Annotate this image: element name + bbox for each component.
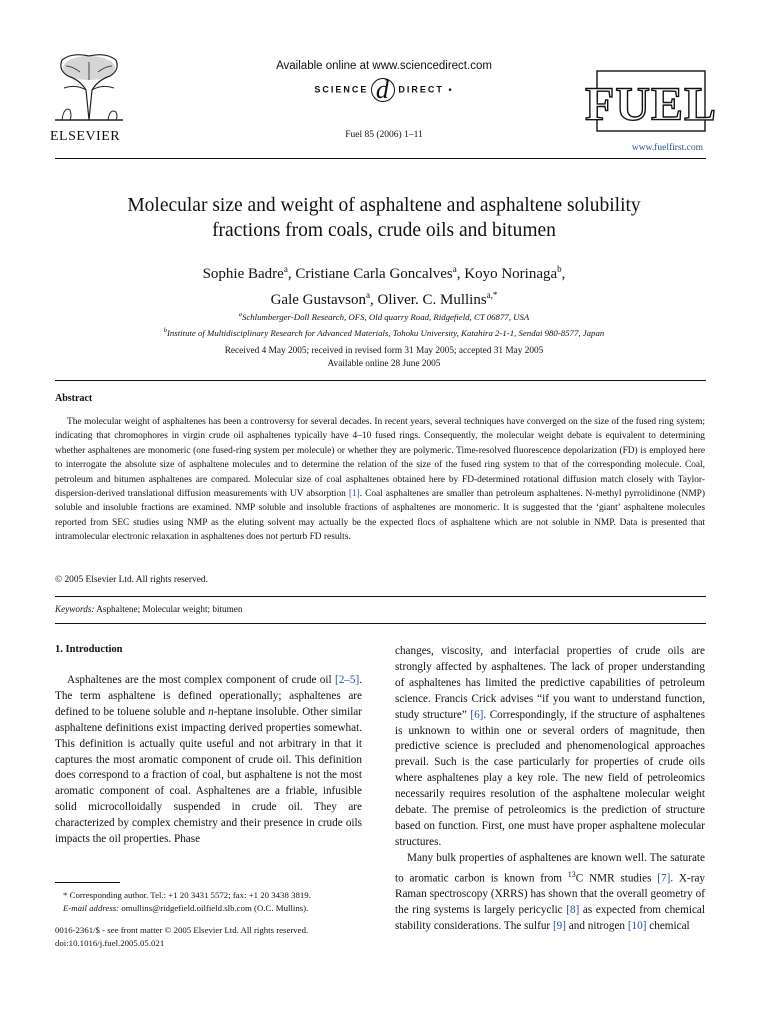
email-address[interactable]: omullins@ridgefield.oilfield.slb.com (O.C. Mullins). [119, 902, 309, 913]
keywords-list: Asphaltene; Molecular weight; bitumen [94, 604, 243, 614]
affil-mark: a [238, 311, 242, 318]
article-dates [40, 345, 728, 371]
author-separator: , [561, 266, 566, 282]
intro-paragraph-right-2 [395, 851, 705, 935]
journal-reference: Fuel 85 (2006) 1–11 [345, 130, 423, 140]
abstract-text-part: . Coal asphaltenes are smaller than petroleum asphaltenes. N-methyl pyrrolidinone (NMP) soluble and insoluble fractions are examined. NMP soluble and insoluble fractions of asphaltenes are monomeric. It is suggested that the ‘giant’ asphaltene molecules reported from SEC studies using NMP as the eluting solvent may actually be the expected flocs of asphaltene which are not soluble in NMP. Data is presented that intramolecular electronic relaxation in asphaltenes does not perturb FD results. [55, 489, 705, 543]
abstract-text-part: The molecular weight of asphaltenes has been a controversy for several decades. In recent years, several techniques have converged on the size of the fused ring system; indicating that chromophores in virgin crude oil asphaltenes typically have 4–10 fused rings. Consequently, the molecular weight debate is equivalent to determining whether asphaltenes are monomeric (one fused-ring system per molecule) or whether they are polymeric. Time-resolved fluorescence depolarization (FD) is employed here to interrogate the absolute size of asphaltene molecules and to determine the relation of the size of the fused ring system to that of the corresponding molecule. Coal, petroleum and bitumen asphaltenes are compared. Molecular size of coal asphaltenes obtained here by FD-determined rotational diffusion match closely with Taylor-dispersion-derived translational diffusion measurements with UV absorption [55, 417, 705, 500]
available-line: Available online 28 June 2005 [327, 359, 441, 369]
intro-paragraph-right-1 [395, 644, 705, 851]
sd-left-word: SCIENCE [314, 84, 369, 95]
body-text: Asphaltenes are the most complex component of crude oil [67, 674, 335, 686]
reference-link[interactable]: [7] [657, 872, 671, 885]
reference-link[interactable]: [9] [552, 920, 566, 933]
title-line-1: Molecular size and weight of asphaltene and asphaltene solubility [127, 195, 641, 216]
footnote-divider [55, 882, 120, 883]
abstract-copyright: © 2005 Elsevier Ltd. All rights reserved. [55, 575, 208, 585]
author-name: , Cristiane Carla Goncalves [287, 266, 453, 282]
svg-text:FUEL: FUEL [584, 78, 718, 131]
email-note [55, 902, 375, 915]
affiliation-b [40, 324, 728, 340]
affil-text: Schlumberger-Doll Research, OFS, Old quarry Road, Ridgefield, CT 06877, USA [241, 311, 530, 322]
keywords-top-divider [55, 596, 706, 597]
doi-line[interactable]: doi:10.1016/j.fuel.2005.05.021 [55, 937, 165, 948]
article-title [60, 193, 708, 243]
affil-sup: a [283, 264, 288, 274]
sd-mark-icon: d [371, 78, 395, 102]
title-line-2: fractions from coals, crude oils and bitumen [212, 220, 556, 241]
affil-mark: b [163, 326, 167, 334]
body-text: as expected from chemical stability considerations. The sulfur [395, 904, 705, 933]
keywords-line [55, 604, 242, 614]
abstract-text [55, 415, 705, 545]
keywords-label: Keywords: [55, 604, 95, 614]
available-online-line[interactable]: Available online at www.sciencedirect.com [276, 60, 492, 72]
affil-sup: a [452, 264, 457, 274]
sd-right-word: DIRECT [398, 84, 444, 95]
corresponding-author-note: * Corresponding author. Tel.: +1 20 3431 5572; fax: +1 20 3438 3819. [63, 890, 311, 900]
intro-column-right [395, 644, 705, 935]
body-text: . The term asphaltene is defined operationally; asphaltenes are defined to be toluene soluble and [55, 674, 362, 718]
author-list [60, 259, 708, 311]
body-text: Many bulk properties of asphaltenes are known well. The saturate to aromatic carbon is known from [395, 851, 705, 885]
affiliation-a [40, 308, 728, 324]
italic-text: n [208, 705, 214, 718]
footnote [55, 889, 375, 914]
author-name: Gale Gustavson [270, 292, 366, 308]
journal-url-link[interactable]: www.fuelfirst.com [631, 143, 703, 153]
body-text: . Correspondingly, if the structure of asphaltenes is unknown to within one or several orders of magnitude, then predictive science is precluded and phenomenological approaches prevail. Such is the case particularly for properties of crude oils where asphaltenes play a key role. The new field of petroleomics necessarily requires resolution of the asphaltene molecular weight debate. The premise of petroleomics is the prediction of structure based on function. First, one must have proper asphaltene molecular structures. [395, 708, 705, 848]
body-text: . X-ray Raman spectroscopy (XRRS) has shown that the overall geometry of the ring systems is largely pericyclic [395, 872, 706, 917]
reference-link[interactable]: [1] [348, 489, 360, 500]
reference-link[interactable]: [10] [627, 920, 647, 933]
body-text: changes, viscosity, and interfacial properties of crude oils are strongly affected by asphaltenes. The lack of proper understanding of asphaltenes has limited the predictive capabilities of petroleum science. Francis Crick advises “if you want to understand function, study structure” [395, 645, 705, 721]
author-name: , Oliver. C. Mullins [369, 292, 487, 308]
body-text: -heptane insoluble. Other similar asphaltene definitions exist impacting derived properties somewhat. This definition is actually quite useful and not arbitrary in that it captures the most aromatic component of crude oil. This definition does correspond to a fraction of coal, but asphaltene is not the most aromatic component of coal. Asphaltenes are a friable, infusible solid microcolloidally suspended in crude oil. They are characterized by complex chemistry and their presence in crude oils impacts the oil properties. Phase [55, 705, 362, 846]
superscript: 13 [567, 869, 576, 879]
affil-sup: a [365, 290, 370, 300]
authors-line-1 [60, 259, 708, 285]
affil-text: Institute of Multidisciplinary Research for Advanced Materials, Tohoku University, Katahira 2-1-1, Sendai 980-8577, Japan [166, 327, 605, 338]
affil-sup: b [557, 264, 562, 274]
body-text: and nitrogen [566, 920, 628, 933]
received-line: Received 4 May 2005; received in revised form 31 May 2005; accepted 31 May 2005 [224, 346, 544, 356]
issn-block [55, 924, 375, 949]
header-divider [55, 158, 706, 159]
author-name: Sophie Badre [202, 266, 284, 282]
body-text: chemical [646, 920, 690, 933]
keywords-bottom-divider [55, 623, 706, 624]
email-label: E-mail address: [63, 902, 120, 913]
reference-link[interactable]: [8] [566, 904, 580, 917]
sd-reg-mark: • [448, 84, 454, 95]
intro-paragraph-left [55, 673, 362, 848]
fuel-journal-logo-icon [584, 70, 718, 132]
section-heading-introduction: 1. Introduction [55, 644, 123, 655]
abstract-top-divider [55, 380, 706, 381]
affiliations [40, 308, 728, 340]
affil-sup[interactable]: a,* [486, 290, 498, 300]
body-text: C NMR studies [575, 872, 658, 885]
issn-line: 0016-2361/$ - see front matter © 2005 Elsevier Ltd. All rights reserved. [55, 925, 309, 935]
reference-link[interactable]: [2–5] [334, 674, 360, 686]
abstract-heading: Abstract [55, 393, 93, 404]
reference-link[interactable]: [6] [470, 708, 484, 721]
publisher-name: ELSEVIER [50, 129, 121, 144]
author-name: , Koyo Norinaga [456, 266, 558, 282]
